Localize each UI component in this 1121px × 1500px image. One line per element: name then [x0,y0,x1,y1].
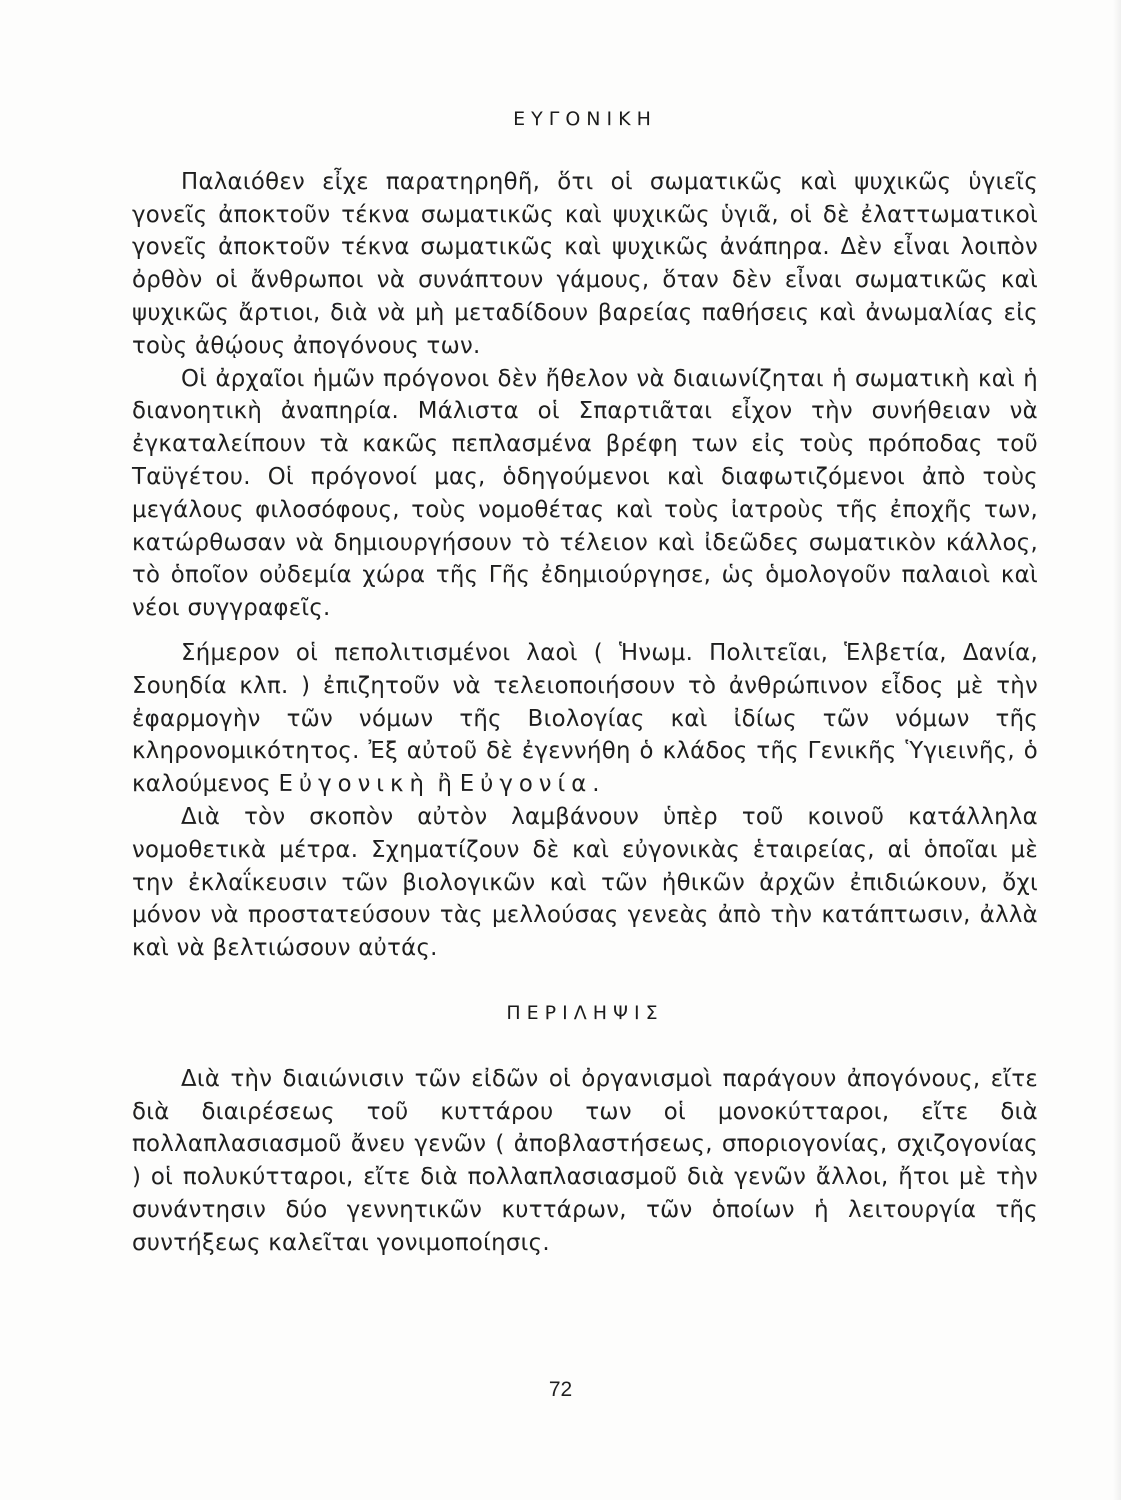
term-eugonia: Εὐγονία. [459,771,606,798]
chapter-heading: ΕΥΓΟΝΙΚΗ [513,108,657,130]
paragraph-3-text: Σήμερον οἱ πεπολιτισμένοι λαοὶ ( Ἡνωμ. Πολιτεῖαι, Ἑλβετία, Δανία, Σουηδία κλπ. ) ἐπιζητοῦν νὰ τελειοποιήσουν τὸ ἀνθρώπινον εἶδος μὲ τὴν ἐφαρμογὴν τῶν νόμων τῆς Βιολογίας καὶ ἰδίως τῶν νόμων τῆς κληρονομικότητος. Ἐξ αὐτοῦ δὲ ἐγεννήθη ὁ κλάδος τῆς Γενικῆς Ὑγιεινῆς, ὁ καλούμενος [132,639,1038,798]
paragraph-3 [132,637,1038,801]
paragraph-1: Παλαιόθεν εἶχε παρατηρηθῆ, ὅτι οἱ σωματικῶς καὶ ψυχικῶς ὑγιεῖς γονεῖς ἀποκτοῦν τέκνα σωματικῶς καὶ ψυχικῶς ὑγιᾶ, οἱ δὲ ἐλαττωματικοὶ γονεῖς ἀποκτοῦν τέκνα σωματικῶς καὶ ψυχικῶς ἀνάπηρα. Δὲν εἶναι λοιπὸν ὀρθὸν οἱ ἄνθρωποι νὰ συνάπτουν γάμους, ὅταν δὲν εἶναι σωματικῶς καὶ ψυχικῶς ἄρτιοι, διὰ νὰ μὴ μεταδίδουν βαρείας παθήσεις καὶ ἀνωμαλίας εἰς τοὺς ἀθῴους ἀπογόνους των. [132,168,1038,359]
paragraph-4: Διὰ τὸν σκοπὸν αὐτὸν λαμβάνουν ὑπὲρ τοῦ κοινοῦ κατάλληλα νομοθετικὰ μέτρα. Σχηματίζουν δὲ καὶ εὐγονικὰς ἑταιρείας, αἱ ὁποῖαι μὲ την ἐκλαΐκευσιν τῶν βιολογικῶν καὶ τῶν ἠθικῶν ἀρχῶν ἐπιδιώκουν, ὄχι μόνον νὰ προστατεύσουν τὰς μελλούσας γενεὰς ἀπὸ τὴν κατάπτωσιν, ἀλλὰ καὶ νὰ βελτιώσουν αὐτάς. [132,803,1038,962]
page-number: 72 [548,1378,573,1401]
scan-edge-shadow [1113,0,1121,1500]
term-eugenics: Εὐγονικὴ [278,771,430,798]
summary-heading: ΠΕΡΙΛΗΨΙΣ [506,1001,664,1024]
paragraph-gap [132,625,1038,637]
summary-paragraph: Διὰ τὴν διαιώνισιν τῶν εἰδῶν οἱ ὀργανισμοὶ παράγουν ἀπογόνους, εἴτε διὰ διαιρέσεως τοῦ κυττάρου των οἱ μονοκύτταροι, εἴτε διὰ πολλαπλασιασμοῦ ἄνευ γενῶν ( ἀποβλαστήσεως, σποριογονίας, σχιζογονίας ) οἱ πολυκύτταροι, εἴτε διὰ πολλαπλασιασμοῦ διὰ γενῶν ἄλλοι, ἤτοι μὲ τὴν συνάντησιν δύο γεννητικῶν κυττάρων, τῶν ὁποίων ἡ λειτουργία τῆς συντήξεως καλεῖται γονιμοποίησις. [132,1065,1038,1256]
page-content [132,108,1038,1260]
term-connector: ἢ [437,771,453,798]
paragraph-2: Οἱ ἀρχαῖοι ἡμῶν πρόγονοι δὲν ἤθελον νὰ διαιωνίζηται ἡ σωματικὴ καὶ ἡ διανοητικὴ ἀναπηρία. Μάλιστα οἱ Σπαρτιᾶται εἶχον τὴν συνήθειαν νὰ ἐγκαταλείπουν τὰ κακῶς πεπλασμένα βρέφη των εἰς τοὺς πρόποδας τοῦ Ταϋγέτου. Οἱ πρόγονοί μας, ὁδηγούμενοι καὶ διαφωτιζόμενοι ἀπὸ τοὺς μεγάλους φιλοσόφους, τοὺς νομοθέτας καὶ τοὺς ἰατροὺς τῆς ἐποχῆς των, κατώρθωσαν νὰ δημιουργήσουν τὸ τέλειον καὶ ἰδεῶδες σωματικὸν κάλλος, τὸ ὁποῖον οὐδεμία χώρα τῆς Γῆς ἐδημιούργησε, ὡς ὁμολογοῦν παλαιοὶ καὶ νέοι συγγραφεῖς. [132,365,1038,622]
